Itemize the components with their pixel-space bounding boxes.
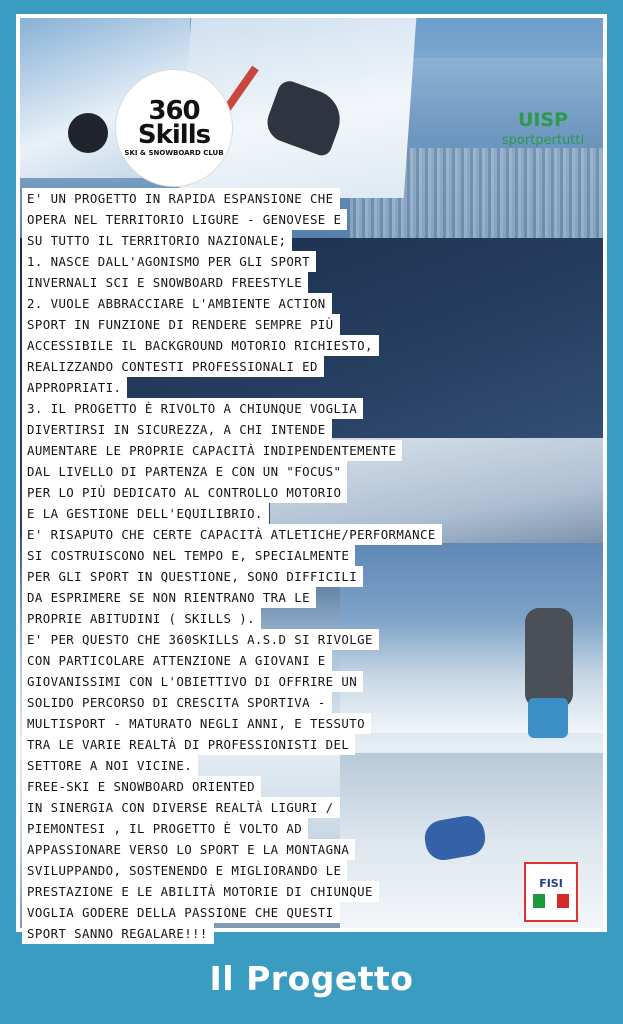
description-line bbox=[22, 209, 492, 230]
italian-flag-icon bbox=[533, 894, 569, 908]
description-line-text: PER GLI SPORT IN QUESTIONE, SONO DIFFICILI bbox=[22, 566, 363, 587]
description-line bbox=[22, 818, 492, 839]
description-line-text: PROPRIE ABITUDINI ( SKILLS ). bbox=[22, 608, 261, 629]
uisp-brand: UISP bbox=[517, 109, 569, 131]
description-line bbox=[22, 293, 492, 314]
snowboarder-figure bbox=[525, 608, 573, 708]
description-line-text: VOGLIA GODERE DELLA PASSIONE CHE QUESTI bbox=[22, 902, 340, 923]
logo-number: 360 bbox=[148, 96, 200, 126]
fisi-acronym: FISI bbox=[539, 876, 563, 890]
uisp-slogan: sportpertutti bbox=[501, 133, 585, 148]
project-description bbox=[22, 188, 492, 944]
skier-figure bbox=[68, 113, 108, 153]
description-line bbox=[22, 797, 492, 818]
description-line-text: IN SINERGIA CON DIVERSE REALTÀ LIGURI / bbox=[22, 797, 340, 818]
description-line-text: SPORT IN FUNZIONE DI RENDERE SEMPRE PIÙ bbox=[22, 314, 340, 335]
description-line-text: SPORT SANNO REGALARE!!! bbox=[22, 923, 214, 944]
description-line bbox=[22, 587, 492, 608]
description-line-text: SI COSTRUISCONO NEL TEMPO E, SPECIALMENTE bbox=[22, 545, 355, 566]
description-line bbox=[22, 629, 492, 650]
description-line-text: PIEMONTESI , IL PROGETTO È VOLTO AD bbox=[22, 818, 308, 839]
description-line-text: 2. VUOLE ABBRACCIARE L'AMBIENTE ACTION bbox=[22, 293, 332, 314]
fisi-logo bbox=[524, 862, 578, 922]
description-line bbox=[22, 482, 492, 503]
description-line-text: SU TUTTO IL TERRITORIO NAZIONALE; bbox=[22, 230, 292, 251]
description-line-text: TRA LE VARIE REALTÀ DI PROFESSIONISTI DEL bbox=[22, 734, 355, 755]
description-line bbox=[22, 650, 492, 671]
project-poster bbox=[16, 14, 607, 941]
description-line-text: E LA GESTIONE DELL'EQUILIBRIO. bbox=[22, 503, 269, 524]
description-line bbox=[22, 860, 492, 881]
snowboarder-legs-figure bbox=[528, 698, 568, 738]
description-line-text: INVERNALI SCI E SNOWBOARD FREESTYLE bbox=[22, 272, 308, 293]
description-line-text: MULTISPORT - MATURATO NEGLI ANNI, E TESSUTO bbox=[22, 713, 371, 734]
description-line-text: APPASSIONARE VERSO LO SPORT E LA MONTAGNA bbox=[22, 839, 355, 860]
description-line bbox=[22, 314, 492, 335]
description-line bbox=[22, 902, 492, 923]
description-line bbox=[22, 188, 492, 209]
logo-subtitle: SKI & SNOWBOARD CLUB bbox=[124, 149, 224, 157]
description-line-text: 1. NASCE DALL'AGONISMO PER GLI SPORT bbox=[22, 251, 316, 272]
description-line bbox=[22, 671, 492, 692]
description-line bbox=[22, 692, 492, 713]
description-line-text: AUMENTARE LE PROPRIE CAPACITÀ INDIPENDENTEMENTE bbox=[22, 440, 402, 461]
description-line bbox=[22, 272, 492, 293]
description-line bbox=[22, 335, 492, 356]
description-line bbox=[22, 356, 492, 377]
description-line-text: 3. IL PROGETTO È RIVOLTO A CHIUNQUE VOGLIA bbox=[22, 398, 363, 419]
footer-title: Il Progetto bbox=[209, 958, 414, 998]
description-line bbox=[22, 608, 492, 629]
description-line bbox=[22, 566, 492, 587]
description-line bbox=[22, 377, 492, 398]
description-line bbox=[22, 503, 492, 524]
description-line-text: PRESTAZIONE E LE ABILITÀ MOTORIE DI CHIUNQUE bbox=[22, 881, 379, 902]
description-line bbox=[22, 440, 492, 461]
description-line bbox=[22, 461, 492, 482]
description-line-text: SVILUPPANDO, SOSTENENDO E MIGLIORANDO LE bbox=[22, 860, 347, 881]
description-line-text: PER LO PIÙ DEDICATO AL CONTROLLO MOTORIO bbox=[22, 482, 347, 503]
description-line bbox=[22, 251, 492, 272]
description-line bbox=[22, 776, 492, 797]
description-line-text: SOLIDO PERCORSO DI CRESCITA SPORTIVA - bbox=[22, 692, 332, 713]
description-line bbox=[22, 839, 492, 860]
description-line-text: SETTORE A NOI VICINE. bbox=[22, 755, 198, 776]
footer-bar bbox=[0, 932, 623, 1024]
description-line-text: DA ESPRIMERE SE NON RIENTRANO TRA LE bbox=[22, 587, 316, 608]
description-line-text: E' RISAPUTO CHE CERTE CAPACITÀ ATLETICHE/PERFORMANCE bbox=[22, 524, 442, 545]
description-line-text: CON PARTICOLARE ATTENZIONE A GIOVANI E bbox=[22, 650, 332, 671]
description-line-text: ACCESSIBILE IL BACKGROUND MOTORIO RICHIESTO, bbox=[22, 335, 379, 356]
description-line-text: REALIZZANDO CONTESTI PROFESSIONALI ED bbox=[22, 356, 324, 377]
uisp-logo bbox=[493, 109, 593, 148]
description-line bbox=[22, 524, 492, 545]
description-line bbox=[22, 419, 492, 440]
description-line bbox=[22, 713, 492, 734]
description-line bbox=[22, 398, 492, 419]
description-line bbox=[22, 545, 492, 566]
description-line-text: DAL LIVELLO DI PARTENZA E CON UN "FOCUS" bbox=[22, 461, 347, 482]
description-line bbox=[22, 881, 492, 902]
description-line-text: E' UN PROGETTO IN RAPIDA ESPANSIONE CHE bbox=[22, 188, 340, 209]
description-line bbox=[22, 734, 492, 755]
description-line-text: GIOVANISSIMI CON L'OBIETTIVO DI OFFRIRE UN bbox=[22, 671, 363, 692]
club-logo bbox=[116, 70, 232, 186]
description-line-text: E' PER QUESTO CHE 360SKILLS A.S.D SI RIVOLGE bbox=[22, 629, 379, 650]
description-line-text: DIVERTIRSI IN SICUREZZA, A CHI INTENDE bbox=[22, 419, 332, 440]
description-line-text: APPROPRIATI. bbox=[22, 377, 127, 398]
description-line bbox=[22, 230, 492, 251]
logo-name: Skills bbox=[137, 120, 211, 150]
description-line bbox=[22, 755, 492, 776]
description-line-text: FREE-SKI E SNOWBOARD ORIENTED bbox=[22, 776, 261, 797]
description-line-text: OPERA NEL TERRITORIO LIGURE - GENOVESE E bbox=[22, 209, 347, 230]
